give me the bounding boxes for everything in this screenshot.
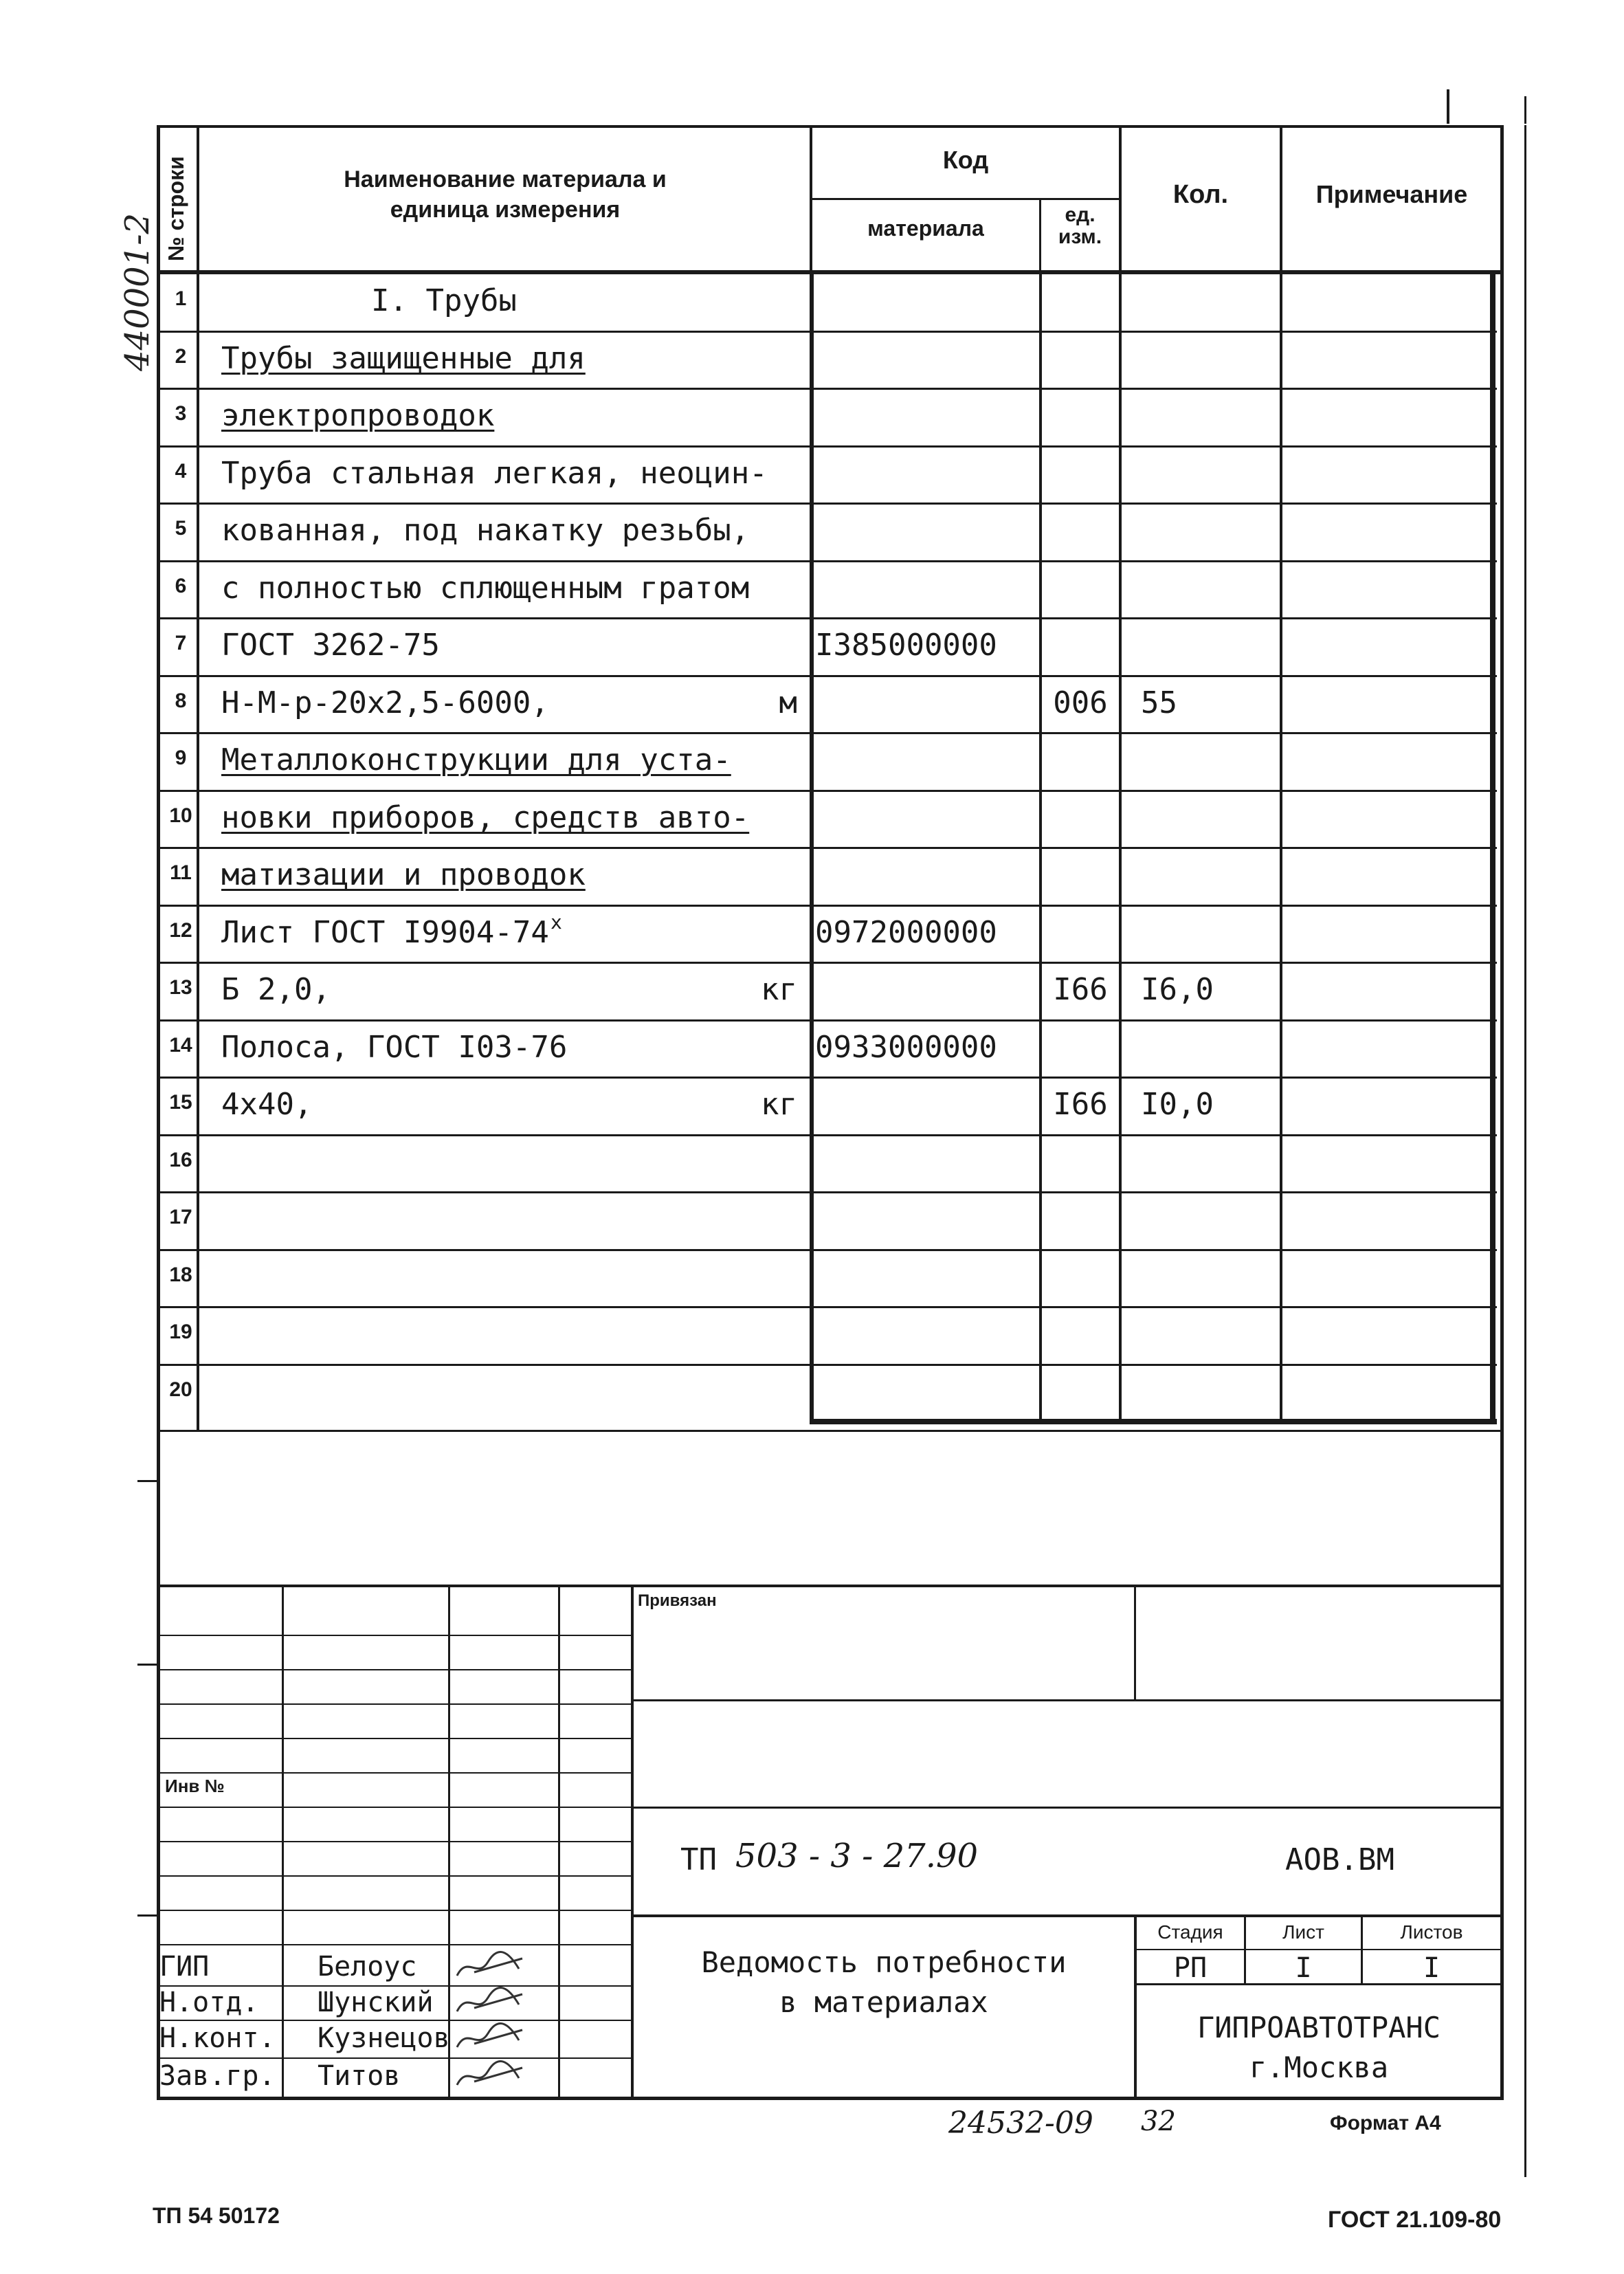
row-divider [157, 617, 1497, 619]
signature-role: Зав.гр. [159, 2060, 276, 2092]
tb-h2 [157, 1669, 632, 1670]
signature-name: Шунский [318, 1987, 434, 2018]
tb-priv-v [1134, 1585, 1136, 1701]
side-mark: 440001-2 [118, 213, 157, 371]
signature-name: Белоус [318, 1951, 417, 1983]
left-code: ТП 54 50172 [153, 2203, 280, 2228]
row-number: 12 [169, 919, 192, 942]
tb-h10 [157, 1944, 632, 1945]
row-number: 20 [169, 1378, 192, 1401]
row-divider [157, 503, 1497, 505]
tb-h5 [157, 1772, 632, 1774]
quantity: I6,0 [1141, 972, 1214, 1007]
body-bottom [157, 1430, 1504, 1432]
margin-tick-2 [137, 1664, 159, 1666]
body-bottom-thick [810, 1419, 1497, 1424]
material-name: Н-М-р-20х2,5-6000, [221, 685, 549, 720]
superscript-mark: х [550, 911, 562, 934]
row-number: 7 [175, 632, 187, 654]
tb-h8 [157, 1875, 632, 1877]
archive-number: 24532-09 [948, 2106, 1093, 2141]
header-qty: Кол. [1172, 180, 1229, 209]
doc-title-line1: Ведомость потребности [701, 1945, 1067, 1979]
row-divider [157, 1306, 1497, 1308]
row-divider [157, 1249, 1497, 1251]
row-divider [157, 790, 1497, 792]
material-name: с полностью сплющенным гратом [221, 571, 750, 606]
material-code: 0972000000 [815, 915, 997, 950]
tb-h12 [157, 2020, 632, 2021]
quantity: 55 [1141, 685, 1177, 720]
signature-name: Титов [318, 2060, 401, 2092]
header-bottom [157, 270, 1504, 274]
material-name: Б 2,0, [221, 972, 331, 1007]
tb-h6 [157, 1807, 632, 1808]
tb-stage-mid [1134, 1949, 1502, 1950]
doc-title-line2: в материалах [779, 1985, 988, 2019]
tb-h7 [157, 1841, 632, 1842]
doc-prefix: ТП [680, 1842, 717, 1877]
sheet-label: Лист [1282, 1921, 1324, 1943]
material-code: 0933000000 [815, 1030, 997, 1065]
signature-scribble-icon [454, 1984, 529, 2018]
material-name: Полоса, ГОСТ I03-76 [221, 1030, 568, 1065]
unit-name: кг [761, 1087, 797, 1122]
row-number: 13 [169, 976, 192, 999]
doc-code: АОВ.ВМ [1285, 1842, 1394, 1877]
material-name: Труба стальная легкая, неоцин- [221, 456, 768, 491]
margin-tick-3 [137, 1914, 159, 1917]
tb-h3 [157, 1703, 632, 1705]
row-number: 10 [169, 804, 192, 827]
doc-number: 503 - 3 - 27.90 [735, 1837, 979, 1875]
right-code: ГОСТ 21.109-80 [1328, 2207, 1502, 2233]
row-divider [157, 675, 1497, 677]
material-name: новки приборов, средств авто- [221, 800, 750, 835]
org-line1: ГИПРОАВТОТРАНС [1197, 2011, 1441, 2044]
row-number: 8 [175, 689, 187, 712]
signature-scribble-icon [454, 1948, 529, 1983]
org-line2: г.Москва [1249, 2051, 1389, 2084]
row-number: 14 [169, 1034, 192, 1057]
stage-label: Стадия [1157, 1921, 1223, 1943]
row-divider [157, 962, 1497, 964]
tb-doc-bottom [632, 1914, 1502, 1917]
unit-code: 006 [1053, 685, 1108, 720]
unit-name: кг [761, 972, 797, 1007]
row-divider [157, 847, 1497, 849]
row-divider [157, 1019, 1497, 1022]
row-divider [157, 905, 1497, 907]
sheet-edge-right [1524, 125, 1526, 2177]
header-material: материала [867, 216, 984, 241]
sheet-value: I [1295, 1952, 1312, 1984]
sheets-label: Листов [1400, 1921, 1463, 1943]
corner-tick-right [1524, 96, 1526, 124]
tb-h13 [157, 2057, 632, 2059]
row-number: 5 [175, 517, 187, 540]
material-name: 4х40, [221, 1087, 313, 1122]
row-divider [157, 445, 1497, 448]
page-number: 32 [1141, 2106, 1176, 2137]
material-name: кованная, под накатку резьбы, [221, 513, 750, 548]
stage-value: РП [1173, 1952, 1208, 1984]
material-name: Металлоконструкции для уста- [221, 742, 731, 777]
material-name: ГОСТ 3262-75 [221, 628, 440, 663]
unit-code: I66 [1053, 1087, 1108, 1122]
tb-priv-bottom [632, 1699, 1502, 1701]
code-subline [810, 198, 1120, 200]
row-number: 17 [169, 1206, 192, 1228]
corner-tick [1447, 89, 1449, 124]
sheets-value: I [1423, 1952, 1441, 1984]
frame-right [1500, 125, 1504, 2098]
row-divider [157, 1077, 1497, 1079]
material-code: I385000000 [815, 628, 997, 663]
header-unit-line1: ед. [1065, 203, 1095, 226]
signature-name: Кузнецов [318, 2022, 450, 2054]
tb-doc-top [632, 1807, 1502, 1809]
row-divider [157, 732, 1497, 734]
frame-top [157, 125, 1504, 128]
signature-scribble-icon [454, 2057, 529, 2092]
material-name: Лист ГОСТ I9904-74 [221, 915, 549, 950]
row-divider [157, 331, 1497, 333]
header-note: Примечание [1315, 180, 1468, 208]
row-divider [157, 560, 1497, 562]
row-divider [157, 1191, 1497, 1193]
material-name: Трубы защищенные для [221, 341, 586, 376]
unit-code: I66 [1053, 972, 1108, 1007]
material-name: I. Трубы [371, 283, 517, 318]
row-divider [157, 388, 1497, 390]
format-label: Формат А4 [1330, 2112, 1441, 2134]
privyazan-label: Привязан [638, 1591, 717, 1610]
header-code: Код [942, 146, 989, 174]
row-number: 2 [175, 345, 187, 368]
inv-no-label: Инв № [165, 1776, 225, 1796]
row-number: 6 [175, 575, 187, 597]
row-number: 11 [170, 861, 192, 884]
header-name-line2: единица измерения [390, 197, 621, 223]
row-number: 18 [169, 1263, 192, 1286]
col-line-no [197, 125, 199, 1431]
row-number: 19 [169, 1321, 192, 1343]
signature-scribble-icon [454, 2020, 529, 2054]
header-name-line1: Наименование материала и [344, 166, 667, 192]
signature-role: ГИП [159, 1951, 210, 1983]
row-number: 9 [175, 747, 187, 769]
unit-name: м [779, 685, 797, 720]
header-unit-line2: изм. [1058, 225, 1102, 248]
quantity: I0,0 [1141, 1087, 1214, 1122]
row-number: 1 [175, 287, 187, 310]
material-name: матизации и проводок [221, 857, 586, 892]
material-name: электропроводок [221, 398, 495, 433]
frame-left [157, 125, 160, 2098]
tb-h9 [157, 1910, 632, 1911]
tb-h1 [157, 1635, 632, 1636]
row-number: 4 [175, 460, 187, 483]
row-number: 16 [169, 1149, 192, 1171]
tb-h4 [157, 1738, 632, 1739]
row-divider [157, 1134, 1497, 1136]
tb-top [157, 1585, 1504, 1587]
row-divider [157, 1364, 1497, 1366]
margin-tick-1 [137, 1480, 159, 1482]
header-row-no: № строки [164, 156, 188, 261]
signature-role: Н.конт. [159, 2022, 276, 2054]
tb-bottom [157, 2097, 1504, 2100]
signature-role: Н.отд. [159, 1987, 259, 2018]
row-number: 15 [169, 1091, 192, 1114]
row-number: 3 [175, 402, 187, 425]
